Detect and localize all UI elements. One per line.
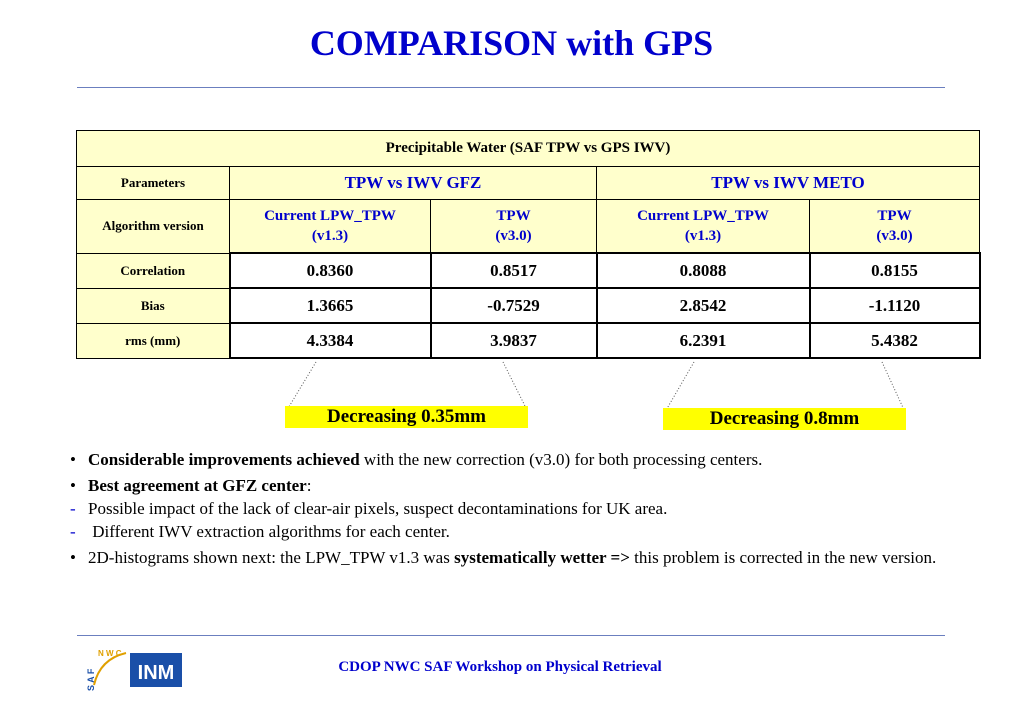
group-gfz-header: TPW vs IWV GFZ bbox=[230, 167, 597, 200]
row-label-correlation: Correlation bbox=[77, 253, 230, 288]
inm-text: INM bbox=[137, 662, 175, 684]
sub-item: - Possible impact of the lack of clear-air pixels, suspect decontaminations for UK area. bbox=[70, 499, 668, 518]
value-cell: 1.3665 bbox=[230, 288, 431, 323]
value-cell: 5.4382 bbox=[810, 323, 980, 358]
value-cell: 4.3384 bbox=[230, 323, 431, 358]
footer-text: CDOP NWC SAF Workshop on Physical Retrieval bbox=[338, 659, 662, 675]
value-cell: 0.8155 bbox=[810, 253, 980, 288]
highlight-gfz-decrease: Decreasing 0.35mm bbox=[285, 406, 528, 428]
bottom-divider bbox=[77, 635, 945, 636]
group-meto-header: TPW vs IWV METO bbox=[597, 167, 980, 200]
sub-item: - Different IWV extraction algorithms for each center. bbox=[70, 522, 450, 541]
value-cell: -1.1120 bbox=[810, 288, 980, 323]
saf-letters: S A F bbox=[86, 668, 96, 691]
algorithm-cell: Current LPW_TPW (v1.3) bbox=[597, 200, 810, 254]
algorithm-cell: Current LPW_TPW (v1.3) bbox=[230, 200, 431, 254]
row-label-rms: rms (mm) bbox=[77, 323, 230, 358]
bullet-item: • 2D-histograms shown next: the LPW_TPW v1.3 was systematically wetter => this problem is corrected in the new version. bbox=[70, 548, 937, 567]
slide-title: COMPARISON with GPS bbox=[309, 23, 714, 63]
value-cell: 0.8360 bbox=[230, 253, 431, 288]
value-cell: -0.7529 bbox=[431, 288, 597, 323]
value-cell: 3.9837 bbox=[431, 323, 597, 358]
row-label-bias: Bias bbox=[77, 288, 230, 323]
bullet-item: • Considerable improvements achieved with the new correction (v3.0) for both processing centers. bbox=[70, 450, 763, 469]
value-cell: 0.8517 bbox=[431, 253, 597, 288]
value-cell: 0.8088 bbox=[597, 253, 810, 288]
nwc-letters: N W C bbox=[98, 649, 122, 658]
bullet-item: • Best agreement at GFZ center: bbox=[70, 476, 312, 495]
guide-line bbox=[503, 362, 527, 410]
value-cell: 2.8542 bbox=[597, 288, 810, 323]
parameters-header: Parameters bbox=[77, 167, 230, 200]
guide-line bbox=[287, 362, 316, 410]
algorithm-cell: TPW (v3.0) bbox=[810, 200, 980, 254]
algorithm-cell: TPW (v3.0) bbox=[431, 200, 597, 254]
table-caption: Precipitable Water (SAF TPW vs GPS IWV) bbox=[77, 131, 980, 167]
value-cell: 6.2391 bbox=[597, 323, 810, 358]
algorithm-version-label: Algorithm version bbox=[77, 200, 230, 254]
guide-line bbox=[882, 362, 905, 412]
saf-nwc-inm-logo bbox=[80, 645, 190, 695]
bullet-list bbox=[70, 449, 950, 573]
highlight-meto-decrease: Decreasing 0.8mm bbox=[663, 408, 906, 430]
guide-line bbox=[665, 362, 694, 412]
